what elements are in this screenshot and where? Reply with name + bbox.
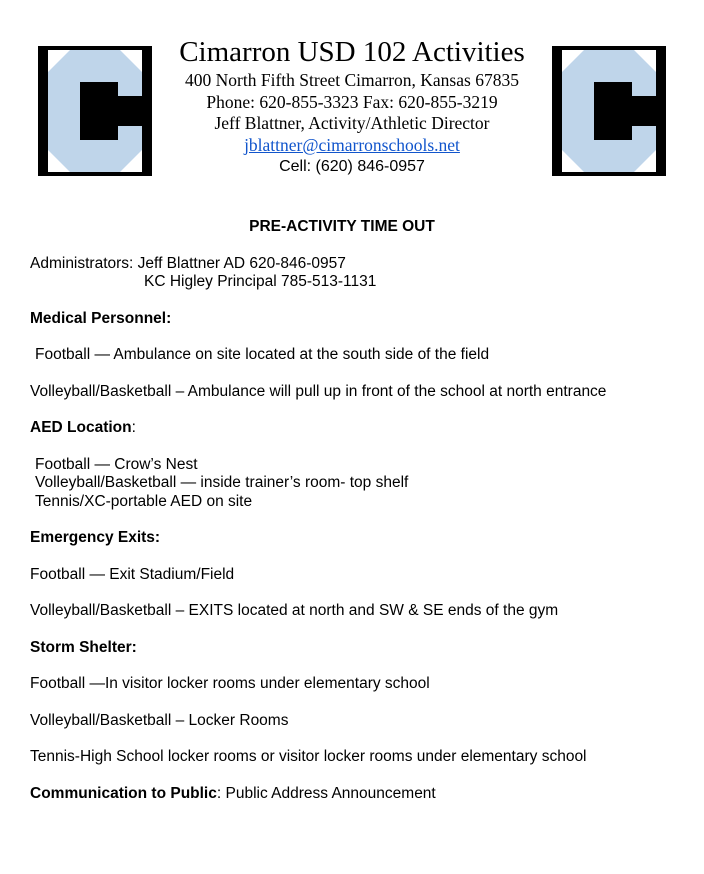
administrator-1: Jeff Blattner AD 620-846-0957 xyxy=(137,254,346,272)
storm-football: Football —In visitor locker rooms under elementary school xyxy=(30,675,430,692)
logo-crossbar xyxy=(620,104,656,118)
aed-tennis-xc: Tennis/XC-portable AED on site xyxy=(35,492,253,510)
aed-heading: AED Location xyxy=(30,419,132,436)
logo-crossbar xyxy=(106,104,142,118)
exits-volleyball-basketball: Volleyball/Basketball – EXITS located at north and SW & SE ends of the gym xyxy=(30,602,559,619)
exits-heading: Emergency Exits: xyxy=(30,529,161,546)
exits-football: Football — Exit Stadium/Field xyxy=(30,565,235,583)
administrator-2: KC Higley Principal 785-513-1131 xyxy=(144,273,377,290)
logo-inner-bar xyxy=(84,88,106,134)
aed-football: Football — Crow’s Nest xyxy=(35,455,198,473)
communication-text: : Public Address Announcement xyxy=(216,784,436,802)
organization-title: Cimarron USD 102 Activities xyxy=(179,36,525,68)
administrators-label: Administrators: xyxy=(30,254,138,272)
medical-volleyball-basketball: Volleyball/Basketball – Ambulance will pull up in front of the school at north entrance xyxy=(30,382,607,400)
address: 400 North Fifth Street Cimarron, Kansas 67835 xyxy=(185,70,519,90)
communication-heading: Communication to Public xyxy=(30,784,217,802)
storm-volleyball-basketball: Volleyball/Basketball – Locker Rooms xyxy=(30,711,289,729)
aed-colon: : xyxy=(131,419,136,436)
phone-fax: Phone: 620-855-3323 Fax: 620-855-3219 xyxy=(206,91,498,112)
communication-line xyxy=(30,785,680,804)
aed-list xyxy=(30,456,680,512)
logo-inner-bar xyxy=(598,88,620,134)
cimarron-c-logo-right xyxy=(552,46,666,176)
aed-heading-line xyxy=(30,419,680,438)
aed-volleyball-basketball: Volleyball/Basketball — inside trainer’s room- top shelf xyxy=(35,474,409,491)
medical-football: Football — Ambulance on site located at the south side of the field xyxy=(35,346,490,363)
storm-heading: Storm Shelter: xyxy=(30,638,137,656)
document-body xyxy=(30,218,680,821)
medical-heading: Medical Personnel: xyxy=(30,309,172,327)
storm-tennis: Tennis-High School locker rooms or visitor locker rooms under elementary school xyxy=(30,748,587,765)
letterhead xyxy=(160,34,544,177)
administrators-block xyxy=(30,255,680,292)
document-heading: PRE-ACTIVITY TIME OUT xyxy=(249,218,435,235)
email-link[interactable]: jblattner@cimarronschools.net xyxy=(244,134,460,155)
cell-phone: Cell: (620) 846-0957 xyxy=(279,158,425,175)
cimarron-c-logo-left xyxy=(38,46,152,176)
director-name: Jeff Blattner, Activity/Athletic Director xyxy=(214,113,490,133)
